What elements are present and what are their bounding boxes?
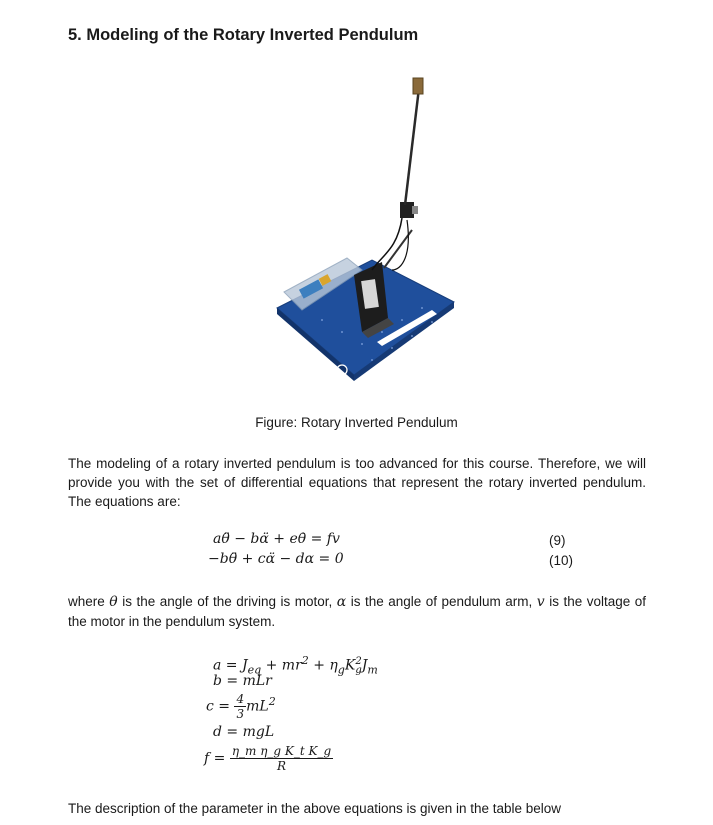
- param-a: $a = J_{eq} + mr^2 + \eta_gK$ 2 g $J_m$: [213, 654, 378, 677]
- encoder: [400, 202, 414, 218]
- figure-caption: Figure: Rotary Inverted Pendulum: [255, 415, 458, 430]
- param-c: c = $\frac{4}{3}$ $mL^2$: [206, 692, 276, 721]
- param-f: f = $\frac{\text{η\_m η\_g K\_t K\_g}}{R}$: [204, 744, 332, 773]
- pendulum-weight: [413, 78, 423, 94]
- equation-10: −bθ̈ + cα̈ − dα = 0: [208, 551, 344, 567]
- equation-9: aθ̈ − bα̈ + eθ̇ = fv: [213, 531, 340, 547]
- section-heading: 5. Modeling of the Rotary Inverted Pendulum: [68, 26, 419, 44]
- pendulum-rod: [405, 88, 419, 205]
- where-paragraph: where θ is the angle of the driving is motor, α is the angle of pendulum arm, v is the voltage of the motor in the pendulum system.: [68, 594, 646, 629]
- equation-number-10: (10): [549, 553, 574, 568]
- param-b: b = mLr: [213, 673, 272, 689]
- param-d: d = mgL: [213, 724, 275, 740]
- equation-number-9: (9): [549, 533, 566, 548]
- intro-paragraph: The modeling of a rotary inverted pendulum is too advanced for this course. Therefore, we will provide you with the set of differential equations that represent the rotary inverted pendulum. The equations are:: [68, 456, 646, 509]
- footer-paragraph: The description of the parameter in the above equations is given in the table below: [68, 801, 562, 816]
- rotary-inverted-pendulum-figure: [262, 70, 462, 390]
